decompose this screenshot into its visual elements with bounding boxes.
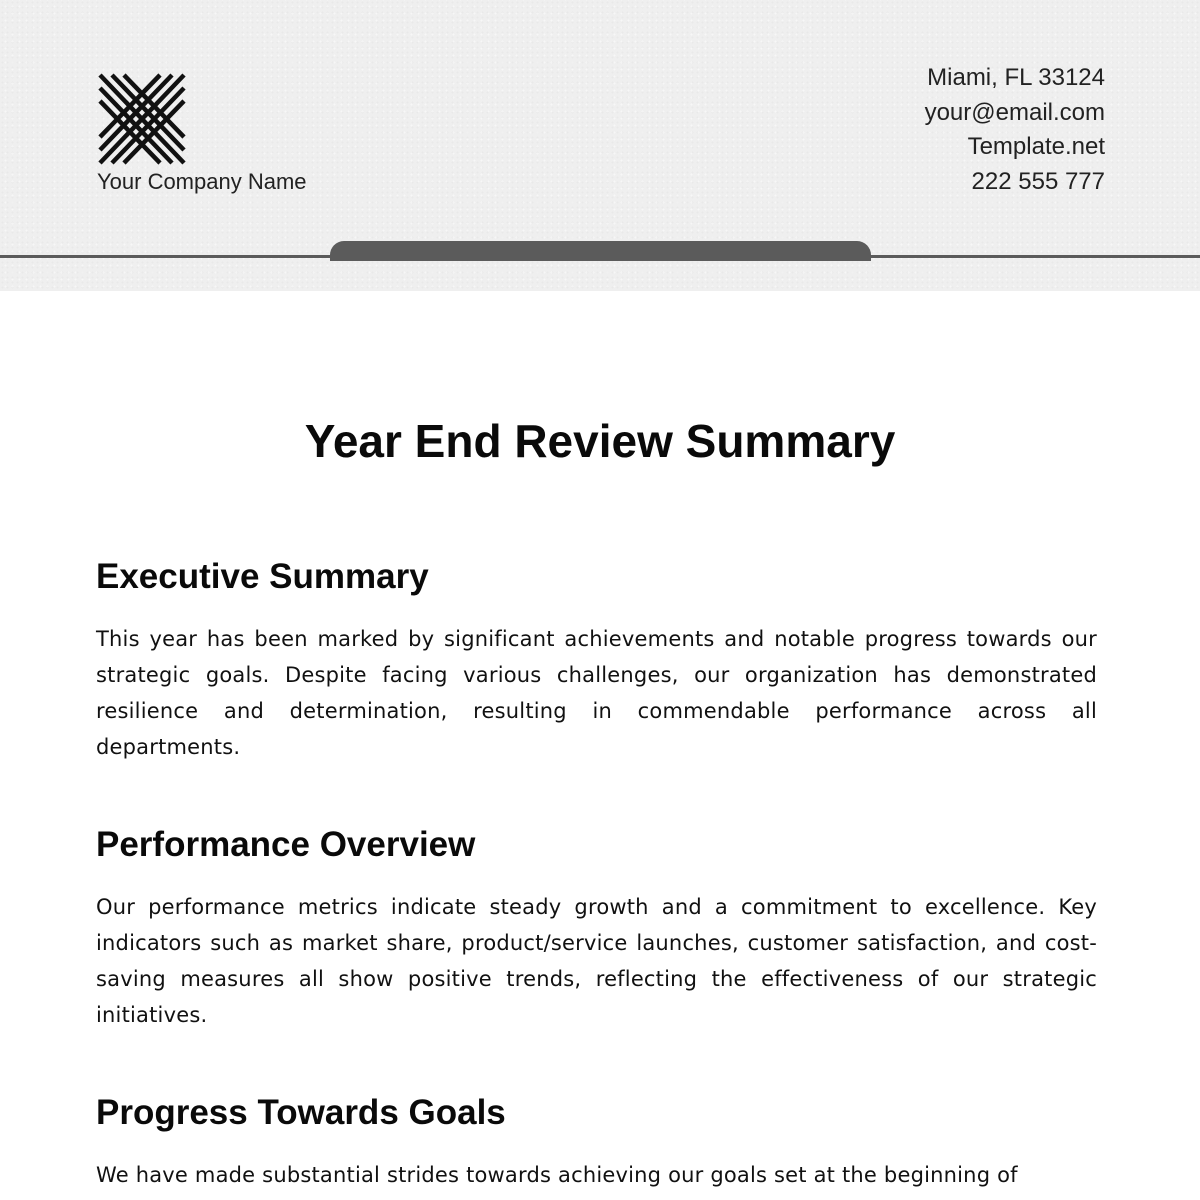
section-heading: Progress Towards Goals [96, 1093, 506, 1132]
section-heading: Executive Summary [96, 557, 429, 596]
section-body: We have made substantial strides towards achieving our goals set at the beginning of [96, 1163, 1018, 1187]
contact-email: your@email.com [924, 98, 1105, 126]
section-body: Our performance metrics indicate steady growth and a commitment to excellence. Key indicators such as market share, product/service launches, customer satisfaction, and cost-saving measures all show positive trends, reflecting the effectiveness of our strategic initiatives. [96, 895, 1097, 1027]
document-title: Year End Review Summary [304, 415, 896, 467]
company-name: Your Company Name [97, 169, 307, 194]
header-divider [0, 255, 1200, 258]
section-executive-summary [96, 557, 1097, 765]
section-body: This year has been marked by significant achievements and notable progress towards our strategic goals. Despite facing various challenges, our organization has demonstrated resilience and determination, resulting in commendable performance across all departments. [96, 627, 1097, 759]
section-heading: Performance Overview [96, 825, 476, 864]
letterhead-header [0, 0, 1200, 291]
striped-x-logo-icon [96, 73, 188, 165]
contact-website: Template.net [967, 133, 1105, 160]
section-progress-towards-goals [96, 1093, 1097, 1193]
header-accent-tab [330, 241, 871, 261]
contact-address: Miami, FL 33124 [927, 64, 1105, 91]
section-performance-overview [96, 825, 1097, 1033]
contact-phone: 222 555 777 [971, 167, 1105, 195]
contact-block [925, 61, 1105, 199]
